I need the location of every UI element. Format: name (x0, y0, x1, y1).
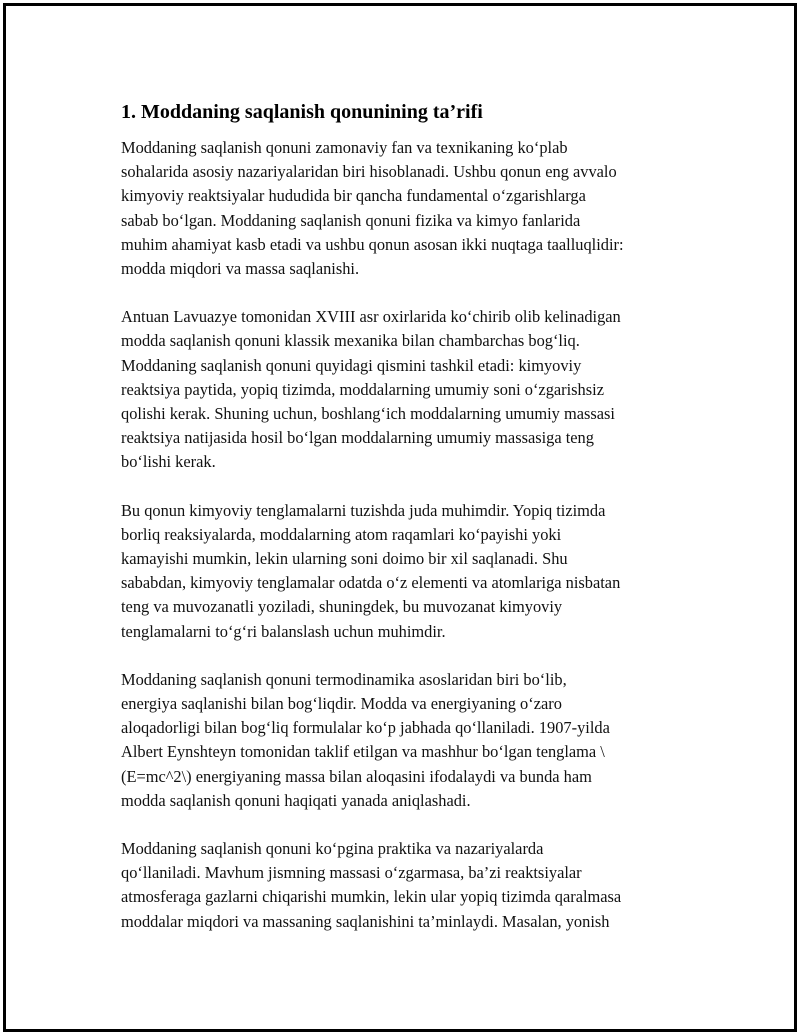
text-line: Bu qonun kimyoviy tenglamalarni tuzishda juda muhimdir. Yopiq tizimda (121, 500, 606, 520)
section-heading: 1. Moddaning saqlanish qonunining ta’rifi (121, 101, 483, 123)
text-line: tenglamalarni to‘g‘ri balanslash uchun muhimdir. (121, 621, 446, 641)
text-line: reaktsiya natijasida hosil bo‘lgan moddalarning umumiy massasiga teng (121, 428, 594, 448)
text-line: qolishi kerak. Shuning uchun, boshlang‘ich moddalarning umumiy massasi (121, 404, 615, 424)
text-line: Moddaning saqlanish qonuni ko‘pgina praktika va nazariyalarda (121, 839, 544, 859)
paragraph-2 (121, 305, 691, 474)
text-line: kamayishi mumkin, lekin ularning soni doimo bir xil saqlanadi. Shu (121, 549, 568, 569)
text-line: Antuan Lavuazye tomonidan XVIII asr oxirlarida ko‘chirib olib kelinadigan (121, 307, 621, 327)
text-line: teng va muvozanatli yoziladi, shuningdek, bu muvozanat kimyoviy (121, 597, 563, 617)
page-frame (3, 3, 797, 1032)
text-line: muhim ahamiyat kasb etadi va ushbu qonun asosan ikki nuqtaga taalluqlidir: (121, 234, 624, 254)
text-line: bo‘lishi kerak. (121, 452, 216, 472)
text-line: energiya saqlanishi bilan bog‘liqdir. Modda va energiyaning o‘zaro (121, 694, 562, 714)
text-line: aloqadorligi bilan bog‘liq formulalar ko‘p jabhada qo‘llaniladi. 1907-yilda (121, 718, 610, 738)
text-line: (E=mc^2\) energiyaning massa bilan aloqasini ifodalaydi va bunda ham (121, 766, 592, 786)
text-line: qo‘llaniladi. Mavhum jismning massasi o‘zgarmasa, ba’zi reaktsiyalar (121, 863, 582, 883)
text-line: modda saqlanish qonuni klassik mexanika bilan chambarchas bog‘liq. (121, 331, 580, 351)
text-line: reaktsiya paytida, yopiq tizimda, moddalarning umumiy soni o‘zgarishsiz (121, 379, 604, 399)
text-line: modda saqlanish qonuni haqiqati yanada aniqlashadi. (121, 790, 471, 810)
text-line: sabab bo‘lgan. Moddaning saqlanish qonuni fizika va kimyo fanlarida (121, 210, 581, 230)
paragraph-4 (121, 668, 691, 813)
paragraph-1 (121, 136, 691, 281)
text-line: sohalarida asosiy nazariyalaridan biri hisoblanadi. Ushbu qonun eng avvalo (121, 162, 617, 182)
text-line: Moddaning saqlanish qonuni termodinamika asoslaridan biri bo‘lib, (121, 669, 567, 689)
text-line: Moddaning saqlanish qonuni zamonaviy fan va texnikaning ko‘plab (121, 138, 568, 157)
text-line: kimyoviy reaktsiyalar hududida bir qancha fundamental o‘zgarishlarga (121, 186, 586, 206)
document-body (121, 98, 691, 958)
text-line: Albert Eynshteyn tomonidan taklif etilgan va mashhur bo‘lgan tenglama \ (121, 742, 605, 762)
text-line: borliq reaksiyalarda, moddalarning atom raqamlari ko‘payishi yoki (121, 524, 562, 544)
paragraph-5 (121, 837, 691, 934)
text-line: atmosferaga gazlarni chiqarishi mumkin, lekin ular yopiq tizimda qaralmasa (121, 887, 622, 907)
paragraph-3 (121, 499, 691, 644)
text-line: modda miqdori va massa saqlanishi. (121, 259, 360, 279)
text-line: moddalar miqdori va massaning saqlanishini ta’minlaydi. Masalan, yonish (121, 911, 610, 931)
text-line: sababdan, kimyoviy tenglamalar odatda o‘z elementi va atomlariga nisbatan (121, 573, 621, 593)
text-line: Moddaning saqlanish qonuni quyidagi qismini tashkil etadi: kimyoviy (121, 355, 582, 375)
